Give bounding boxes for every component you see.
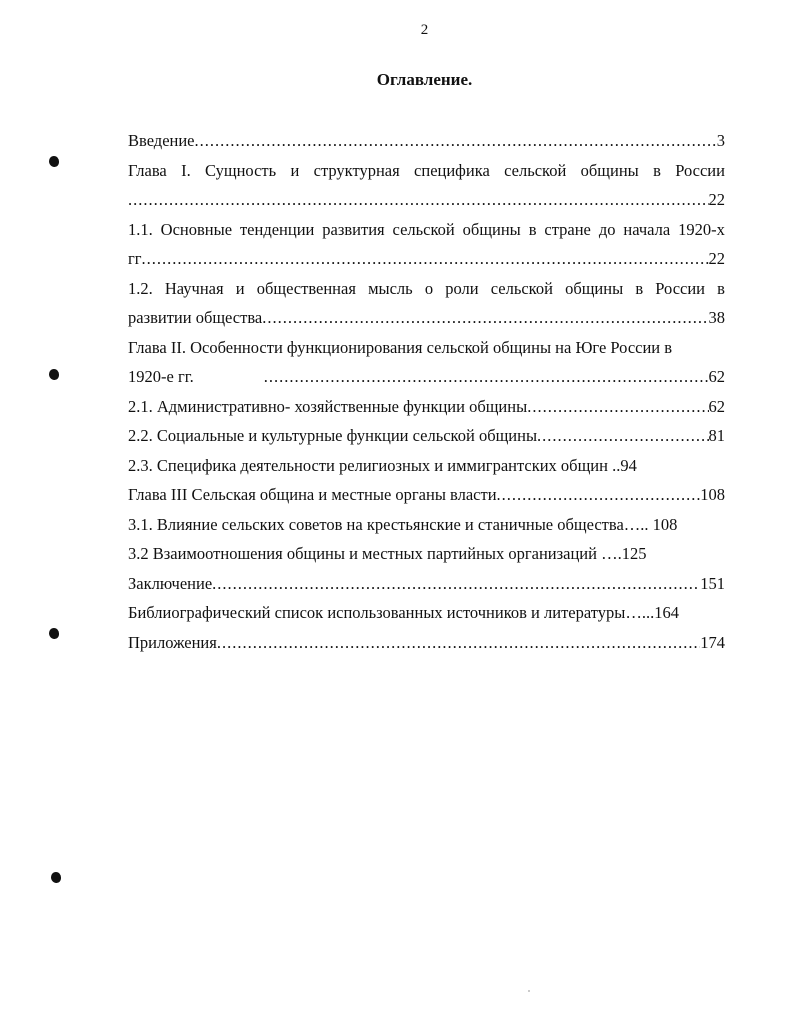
scan-speck (528, 990, 530, 992)
toc-entry (128, 451, 725, 481)
toc-entry-title: 1920-е гг. (128, 367, 194, 386)
toc-line (128, 510, 725, 540)
toc-line: 1.2. Научная и общественная мысль о роли сельской общины в России в (128, 278, 725, 298)
toc-line (128, 303, 725, 333)
toc-entry (128, 333, 725, 392)
toc-entry (128, 569, 725, 599)
toc-entry (128, 628, 725, 658)
dot-leader (195, 126, 717, 156)
dot-leader (142, 244, 709, 274)
toc-entry-title: 2.2. Социальные и культурные функции сельской общины (128, 426, 538, 445)
dot-leader (128, 185, 709, 215)
toc-line (128, 480, 725, 510)
toc-entry-title: 3.2 Взаимоотношения общины и местных партийных организаций ….125 (128, 544, 647, 563)
toc-line (128, 392, 725, 422)
toc-entry (128, 274, 725, 333)
toc-line (128, 126, 725, 156)
toc-entry-title: Введение (128, 131, 195, 150)
binding-hole-mark (51, 872, 61, 883)
toc-entry-title: Заключение (128, 573, 213, 593)
toc-line (128, 628, 725, 658)
table-of-contents (128, 126, 725, 657)
toc-entry-title: 2.3. Специфика деятельности религиозных и иммигрантских общин ..94 (128, 455, 637, 475)
dot-leader (262, 303, 708, 333)
toc-page-number: 38 (708, 308, 725, 327)
toc-line (128, 421, 725, 451)
toc-entry-title: Глава II. Особенности функционирования сельской общины на Юге России в (128, 337, 673, 357)
dot-leader (212, 569, 700, 599)
binding-hole-mark (49, 369, 59, 380)
toc-entry-title: Глава III Сельская община и местные органы власти (128, 485, 497, 504)
toc-entry (128, 215, 725, 274)
toc-page-number: 151 (700, 573, 725, 593)
toc-page-number: 3 (716, 131, 725, 150)
toc-page-number: 62 (708, 396, 725, 416)
dot-leader (537, 421, 708, 451)
toc-line: Глава I. Сущность и структурная специфика сельской общины в России (128, 160, 725, 180)
toc-entry (128, 539, 725, 569)
toc-page-number: 108 (700, 485, 725, 504)
binding-hole-mark (49, 156, 59, 167)
toc-entry-title: 3.1. Влияние сельских советов на крестьянские и станичные общества….. 108 (128, 514, 678, 534)
toc-line (128, 451, 725, 481)
toc-entry (128, 480, 725, 510)
toc-page-number: 81 (708, 426, 725, 445)
toc-entry (128, 156, 725, 215)
toc-line (128, 362, 725, 392)
toc-line (128, 598, 725, 628)
toc-page-number: 22 (708, 249, 725, 268)
toc-line (128, 185, 725, 215)
dot-leader (527, 392, 708, 422)
page-number: 2 (420, 22, 429, 38)
toc-line (128, 244, 725, 274)
toc-line (128, 539, 725, 569)
toc-line (128, 333, 725, 363)
toc-entry-title: развитии общества (128, 308, 263, 327)
toc-page-number: 174 (700, 632, 725, 652)
page-title: Оглавление. (376, 70, 473, 89)
toc-entry (128, 421, 725, 451)
toc-entry (128, 598, 725, 628)
binding-hole-mark (49, 628, 59, 639)
toc-page-number: 22 (708, 190, 725, 209)
toc-entry (128, 392, 725, 422)
toc-entry-title: Библиографический список использованных источников и литературы…...164 (128, 603, 679, 622)
toc-entry-title: 2.1. Административно- хозяйственные функции общины (128, 396, 528, 416)
toc-line (128, 569, 725, 599)
toc-entry-title: Приложения (128, 632, 217, 652)
toc-entry (128, 510, 725, 540)
toc-page-number: 62 (708, 367, 725, 386)
dot-leader (264, 362, 709, 392)
toc-line: 1.1. Основные тенденции развития сельской общины в стране до начала 1920-х (128, 219, 725, 239)
dot-leader (217, 628, 700, 658)
dot-leader (497, 480, 701, 510)
toc-entry (128, 126, 725, 156)
toc-entry-title: гг (128, 249, 142, 268)
